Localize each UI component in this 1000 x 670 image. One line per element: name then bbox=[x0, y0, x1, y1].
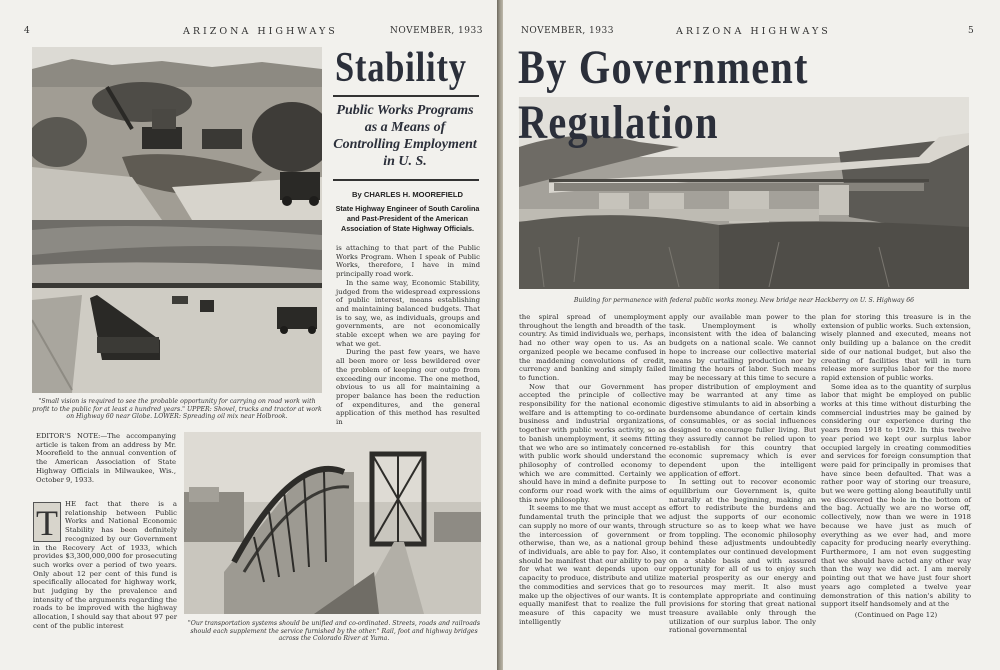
drop-cap-letter: T bbox=[33, 502, 61, 542]
right-column-2-text bbox=[669, 313, 816, 635]
running-head-magazine-left: ARIZONA HIGHWAYS bbox=[183, 26, 338, 37]
body-first-paragraph: HE fact that there is a relationship between Public Works and National Economic Stability has been definitely recognized by our Government in the Recovery Act of 1933, which provides $3,300,000,000 for prosecuting such works over a period of two years. Only about 12 per cent of this fund is specifically allocated for highway work, but judging by the prevalence and intensity of the arguments regarding the roads to be improved with the highway allocation, I should say that about 97 per cent of the public interest bbox=[33, 500, 177, 630]
paragraph: It seems to me that we must accept as fundamental truth the principle that we can supply no more of our wants, through the intercession of government or otherwise, than we, as a national group of individuals, are able to pay for. Also, it should be manifest that our ability to pay for what we want depends upon our capacity to produce, distribute and utilize the commodities and services that go to make up the objectives of our wants. It is equally manifest that to realize the full measure of this capacity we must intelligently bbox=[519, 504, 666, 626]
photo-shovel-trucks-globe bbox=[32, 47, 322, 220]
title-rule-top bbox=[333, 95, 479, 97]
left-column-2-text bbox=[336, 244, 480, 427]
continued-on-page[interactable]: (Continued on Page 12) bbox=[854, 610, 938, 619]
paragraph: In the same way, Economic Stability, judged from the widespread expressions of public interest, means establishing and maintaining balanced budgets. That is to say, we, as individuals, groups and governments, are not economically stable except when we are paying for what we get. bbox=[336, 278, 480, 348]
editors-note: EDITOR'S NOTE:—The accompanying article is taken from an address by Mr. Moorefield to the annual convention of the American Association of State Highway Officials in Milwaukee, Wis., October 9, 1933. bbox=[36, 432, 176, 484]
page-number-left: 4 bbox=[24, 26, 31, 36]
left-page bbox=[0, 0, 497, 670]
byline-block bbox=[335, 190, 480, 234]
photo-yuma-bridges bbox=[184, 432, 481, 614]
paragraph: Some idea as to the quantity of surplus labor that might be employed on public works at this time without disturbing the commercial industries may be gained by considering our experience during the years from 1918 to 1929. In this twelve year period we kept our surplus labor occupied largely in creating commodities and services for foreign consumption that were paid for principally in promises that have since been defaulted. That was a rather poor way of storing our treasure, but we were getting along beautifully until we discovered the hole in the bottom of the bag. Actually we are no worse off, collectively, now than we were in 1918 because we have just as much of everything as we ever had, and more capacity for producing nearly everything. Furthermore, I am not even suggesting that we should have acted any other way than the way we did act. I am merely pointing out that we have just four short years ago completed a twelve year demonstration of this nation's ability to support itself handsomely and at the bbox=[821, 382, 971, 609]
caption-road-photos: "Small vision is required to see the probable opportunity for carrying on road work with profit to the public for at least a hundred years." UPPER: Shovel, trucks and tractor at work on Highway 60 near Globe. LOWER: Spreading oil mix near Holbrook. bbox=[32, 398, 322, 421]
photo-spreading-oil-graphic bbox=[32, 220, 322, 393]
photo-shovel-trucks-graphic bbox=[32, 47, 322, 220]
running-head-date-right: NOVEMBER, 1933 bbox=[521, 26, 614, 36]
article-subtitle: Public Works Programs as a Means of Controlling Employment in U. S. bbox=[333, 103, 477, 169]
paragraph: the spiral spread of unemployment throughout the length and breadth of the country. As timid individuals we, perhaps, had no other way open to us. As an organized people we became confused in the maddening convolutions of credit, currency and banking and simply failed to function. bbox=[519, 313, 666, 382]
right-column-1-text bbox=[519, 313, 666, 626]
running-head-magazine-right: ARIZONA HIGHWAYS bbox=[676, 26, 831, 37]
right-page bbox=[503, 0, 1000, 670]
title-rule-bottom bbox=[333, 179, 479, 181]
paragraph: Now that our Government has accepted the principle of collective responsibility for the national economic welfare and is attempting to co-ordinate business and industrial organizations, together with public works activity, so as to banish unemployment, it seems fitting that we who are so intimately concerned with public work should understand the philosophy of controlled economy to which we are committed. Certainly we should have in mind a definite purpose to conform our road work with the aims of this new philosophy. bbox=[519, 382, 666, 504]
article-title-regulation: By Government Regulation bbox=[518, 41, 809, 149]
article-title-stability: Stability bbox=[335, 45, 467, 91]
paragraph: is attaching to that part of the Public Works Program. When I speak of Public Works, therefore, I have in mind principally road work. bbox=[336, 244, 480, 279]
photo-yuma-bridges-graphic bbox=[184, 432, 481, 614]
paragraph: apply our available man power to the task. Unemployment is wholly inconsistent with the idea of balancing budgets on a national scale. We cannot hope to increase our collective material means by curtailing production nor by limiting the hours of labor. Such means may be necessary at this time to secure a proper distribution of employment and may be warranted at any time as digestive stimulants to aid in absorbing a burdensome abundance of certain kinds of consumables, or as social influences designed to encourage fuller living. But they assuredly cannot be relied upon to re-establish for this country that economic supremacy which is ever dependent upon the intelligent application of effort. bbox=[669, 313, 816, 478]
paragraph: In setting out to recover economic equilibrium our Government is, quite naturally at the beginning, making an effort to redistribute the burdens and adjust the supports of our economic structure so as to keep what we have from toppling. The economic philosophy behind these adjustments undoubtedly contemplates our continued development on a stable basis and with assured opportunity for all of us to enjoy such material prosperity as our energy and resources may merit. It also must contemplate appropriate and continuing provisions for storing that great national treasure available only through the utilization of our surplus labor. The only rational governmental bbox=[669, 478, 816, 635]
right-column-3-text bbox=[821, 313, 971, 620]
paragraph: plan for storing this treasure is in the extension of public works. Such extension, wisely planned and executed, means not only building up a balance on the credit side of our national budget, but also the creating of facilities that will in turn release more surplus labor for the more rapid extension of public works. bbox=[821, 313, 971, 382]
caption-hackberry-bridge: Building for permanence with federal public works money. New bridge near Hackberry on U. S. Highway 66 bbox=[573, 297, 915, 304]
photo-spreading-oil-holbrook bbox=[32, 220, 322, 393]
paragraph: During the past few years, we have all been more or less bewildered over the problem of keeping our outgo from exceeding our income. The one method, obvious to us all for maintaining a proper balance has been the reduction of expenditures, and the general application of this method has resulted in bbox=[336, 348, 480, 427]
caption-yuma-bridges: "Our transportation systems should be unified and co-ordinated. Streets, roads and railroads should each supplement the service furnished by the other." Rail, foot and highway bridges across the Colorado River at Yuma. bbox=[187, 620, 481, 643]
author-credentials: State Highway Engineer of South Carolina and Past-President of the American Association of State Highway Officials. bbox=[335, 204, 480, 233]
page-number-right: 5 bbox=[968, 26, 975, 36]
left-column-1-body bbox=[33, 500, 177, 631]
author-byline: By CHARLES H. MOOREFIELD bbox=[352, 190, 463, 199]
running-head-date-left: NOVEMBER, 1933 bbox=[390, 26, 483, 36]
